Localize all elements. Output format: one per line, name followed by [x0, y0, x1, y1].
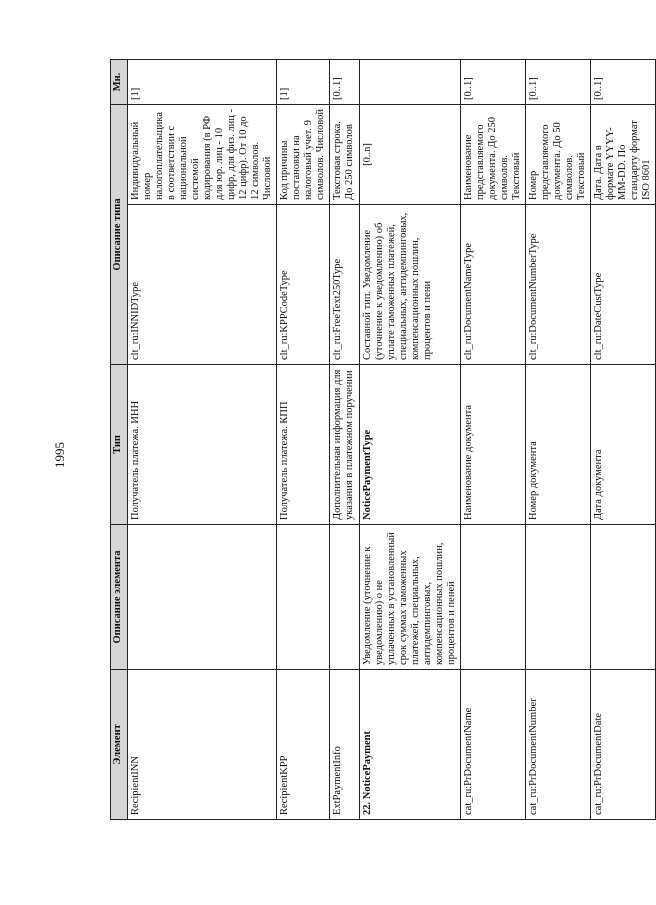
table-header-row [111, 59, 128, 819]
cell-multiplicity: [0..1] [330, 59, 360, 104]
cell-element-description [461, 525, 526, 670]
cell-multiplicity-composite: [0..n] [360, 104, 461, 204]
cell-multiplicity: [0..1] [461, 59, 526, 104]
table-row [128, 59, 277, 819]
cell-element: cat_ru:PrDocumentNumber [526, 670, 591, 820]
cell-type: Дополнительная информация для указания в платежном поручении [330, 365, 360, 525]
cell-type-name: clt_ru:KPPCodeType [277, 205, 330, 365]
cell-type-description: Индивидуальный номер налогоплательщика в соответствии с национальной системой кодирования (в РФ для юр. лиц - 10 цифр, для физ. лиц - 12 цифр). От 10 до 12 символов. Числовой [128, 104, 277, 204]
cell-element-description: Уведомление (уточнение к уведомлению) о не уплаченных в установленный срок суммах таможенных платежей, специальных, антидемпинговых, компенсационных пошлин, процентов и пеней [360, 525, 461, 670]
page-number: 1995 [52, 442, 67, 468]
cell-type: Наименование документа [461, 365, 526, 525]
cell-type-name: clt_ru:FreeText250Type [330, 205, 360, 365]
cell-multiplicity: [1] [277, 59, 330, 104]
table-row [277, 59, 330, 819]
cell-element: RecipientINN [128, 670, 277, 820]
cell-element: cat_ru:PrDocumentDate [591, 670, 656, 820]
cell-element-description [591, 525, 656, 670]
table-row [360, 59, 461, 819]
cell-type-description: Код причины постановки на налоговый учет. 9 символов. Числовой [277, 104, 330, 204]
cell-empty [360, 59, 461, 104]
cell-element-description [526, 525, 591, 670]
cell-multiplicity: [0..1] [591, 59, 656, 104]
cell-element-description [128, 525, 277, 670]
cell-type: Получатель платежа. КПП [277, 365, 330, 525]
table-row [461, 59, 526, 819]
cell-type-description: Составной тип. Уведомление (уточнение к уведомлению) об уплате таможенных платежей, специальных, антидемпинговых, компенсационных пошлин, процентов и пени [360, 205, 461, 365]
element-description-table [110, 59, 656, 820]
cell-multiplicity: [0..1] [526, 59, 591, 104]
header-type-description: Описание типа [111, 104, 128, 364]
cell-type-description: Дата. Дата в формате YYYY-MM-DD. По стандарту формат ISO 8601 [591, 104, 656, 204]
cell-element [360, 670, 461, 820]
cell-element: cat_ru:PrDocumentName [461, 670, 526, 820]
cell-type-name: clt_ru:INNIDType [128, 205, 277, 365]
cell-type-description: Текстовая строка. До 250 символов [330, 104, 360, 204]
cell-element: RecipientKPP [277, 670, 330, 820]
cell-type: Дата документа [591, 365, 656, 525]
cell-type-description: Номер представляемого документа. До 50 символов. Текстовый [526, 104, 591, 204]
header-element: Элемент [111, 670, 128, 820]
table-row [526, 59, 591, 819]
cell-element: ExtPaymentInfo [330, 670, 360, 820]
cell-type-name: clt_ru:DateCustType [591, 205, 656, 365]
cell-type: Номер документа [526, 365, 591, 525]
cell-type-description: Наименование представляемого документа. До 250 символов. Текстовый [461, 104, 526, 204]
element-name: NoticePayment [362, 731, 373, 800]
row-number: 22. [362, 801, 373, 815]
cell-multiplicity: [1] [128, 59, 277, 104]
cell-element-description [277, 525, 330, 670]
table-row [591, 59, 656, 819]
cell-type: NoticePaymentType [360, 365, 461, 525]
table-row [330, 59, 360, 819]
cell-element-description [330, 525, 360, 670]
cell-type-name: clt_ru:DocumentNameType [461, 205, 526, 365]
header-element-description: Описание элемента [111, 525, 128, 670]
header-type: Тип [111, 365, 128, 525]
cell-type-name: clt_ru:DocumentNumberType [526, 205, 591, 365]
cell-type: Получатель платежа. ИНН [128, 365, 277, 525]
document-table-rotated [110, 60, 652, 820]
header-multiplicity: Мн. [111, 59, 128, 104]
